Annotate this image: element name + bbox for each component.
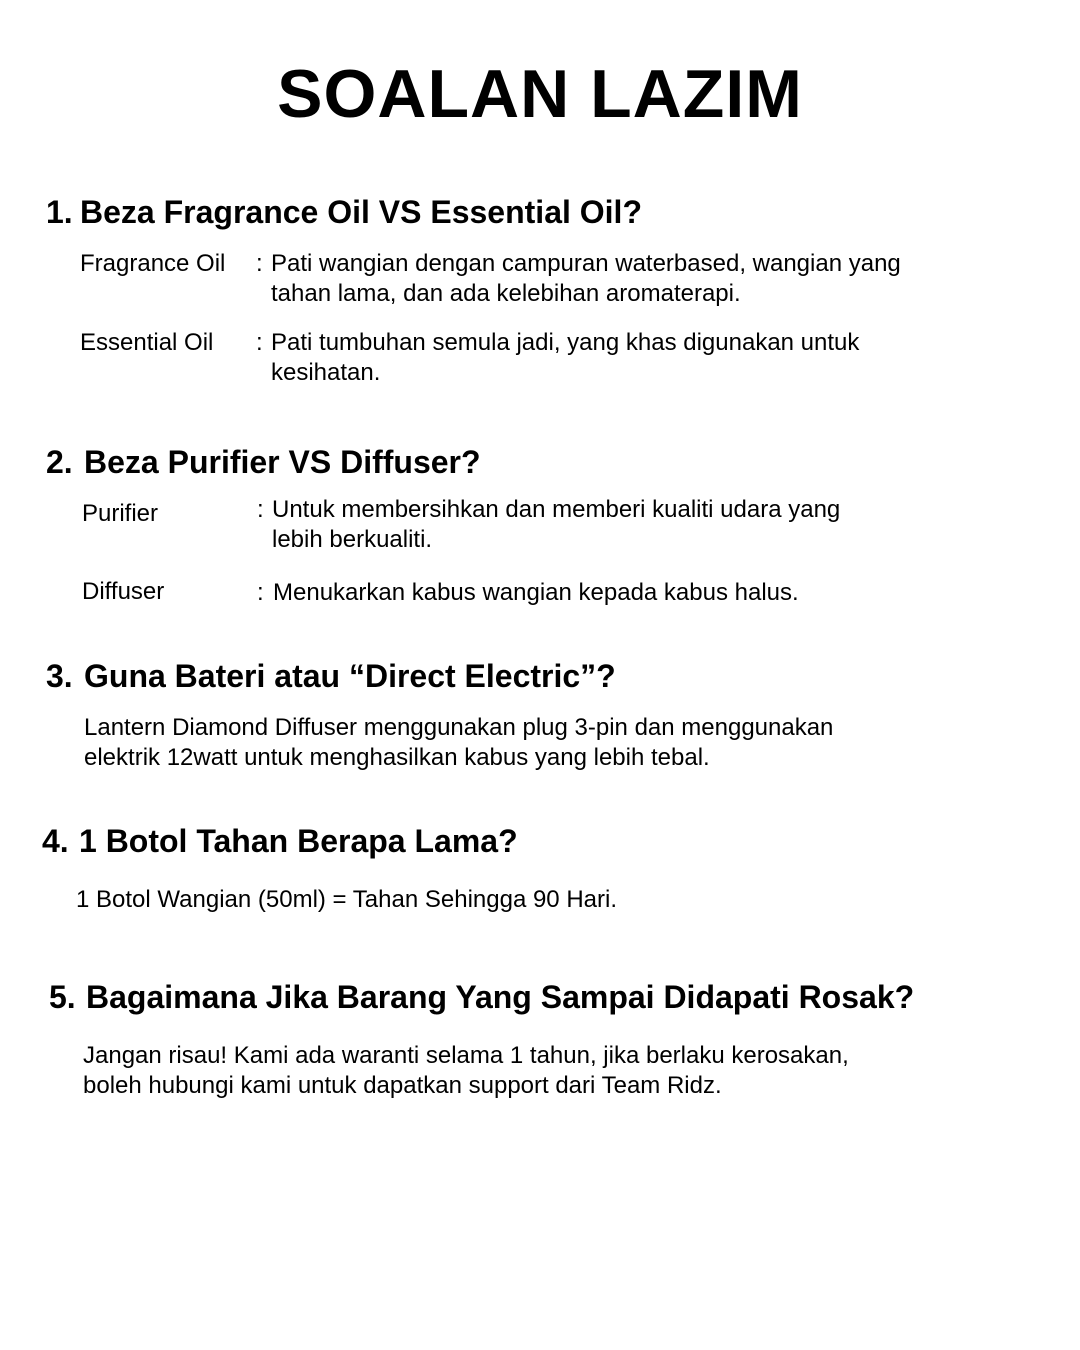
question-1-text: Beza Fragrance Oil VS Essential Oil? bbox=[80, 194, 642, 230]
definition-essential-oil-line-2: kesihatan. bbox=[271, 359, 381, 386]
question-2-number: 2. bbox=[46, 444, 73, 480]
page-title: SOALAN LAZIM bbox=[277, 56, 803, 132]
colon-essential-oil: : bbox=[256, 329, 263, 356]
definition-fragrance-oil-line-1: Pati wangian dengan campuran waterbased, wangian yang bbox=[271, 250, 901, 277]
colon-purifier: : bbox=[257, 496, 264, 523]
question-3-text: Guna Bateri atau “Direct Electric”? bbox=[84, 658, 616, 694]
definition-diffuser-line-1: Menukarkan kabus wangian kepada kabus halus. bbox=[273, 579, 799, 606]
answer-5-line-1: Jangan risau! Kami ada waranti selama 1 tahun, jika berlaku kerosakan, bbox=[83, 1042, 849, 1069]
question-4-number: 4. bbox=[42, 823, 69, 859]
definition-essential-oil-line-1: Pati tumbuhan semula jadi, yang khas digunakan untuk bbox=[271, 329, 860, 356]
question-1-number: 1. bbox=[46, 194, 73, 230]
question-5-number: 5. bbox=[49, 979, 76, 1015]
answer-3-line-1: Lantern Diamond Diffuser menggunakan plug 3-pin dan menggunakan bbox=[84, 714, 834, 741]
term-essential-oil: Essential Oil bbox=[80, 329, 214, 356]
answer-3-line-2: elektrik 12watt untuk menghasilkan kabus yang lebih tebal. bbox=[84, 744, 710, 771]
question-2-text: Beza Purifier VS Diffuser? bbox=[84, 444, 481, 480]
question-3-number: 3. bbox=[46, 658, 73, 694]
term-diffuser: Diffuser bbox=[82, 578, 165, 605]
colon-diffuser: : bbox=[257, 579, 264, 606]
term-fragrance-oil: Fragrance Oil bbox=[80, 250, 226, 277]
question-5-text: Bagaimana Jika Barang Yang Sampai Didapati Rosak? bbox=[86, 979, 915, 1015]
term-purifier: Purifier bbox=[82, 500, 159, 527]
definition-purifier-line-2: lebih berkualiti. bbox=[272, 526, 433, 553]
definition-purifier-line-1: Untuk membersihkan dan memberi kualiti udara yang bbox=[272, 496, 841, 523]
answer-5-line-2: boleh hubungi kami untuk dapatkan support dari Team Ridz. bbox=[83, 1072, 722, 1099]
definition-fragrance-oil-line-2: tahan lama, dan ada kelebihan aromaterapi. bbox=[271, 280, 741, 307]
question-4-text: 1 Botol Tahan Berapa Lama? bbox=[79, 823, 518, 859]
colon-fragrance-oil: : bbox=[256, 250, 263, 277]
answer-4-line-1: 1 Botol Wangian (50ml) = Tahan Sehingga 90 Hari. bbox=[76, 886, 617, 913]
